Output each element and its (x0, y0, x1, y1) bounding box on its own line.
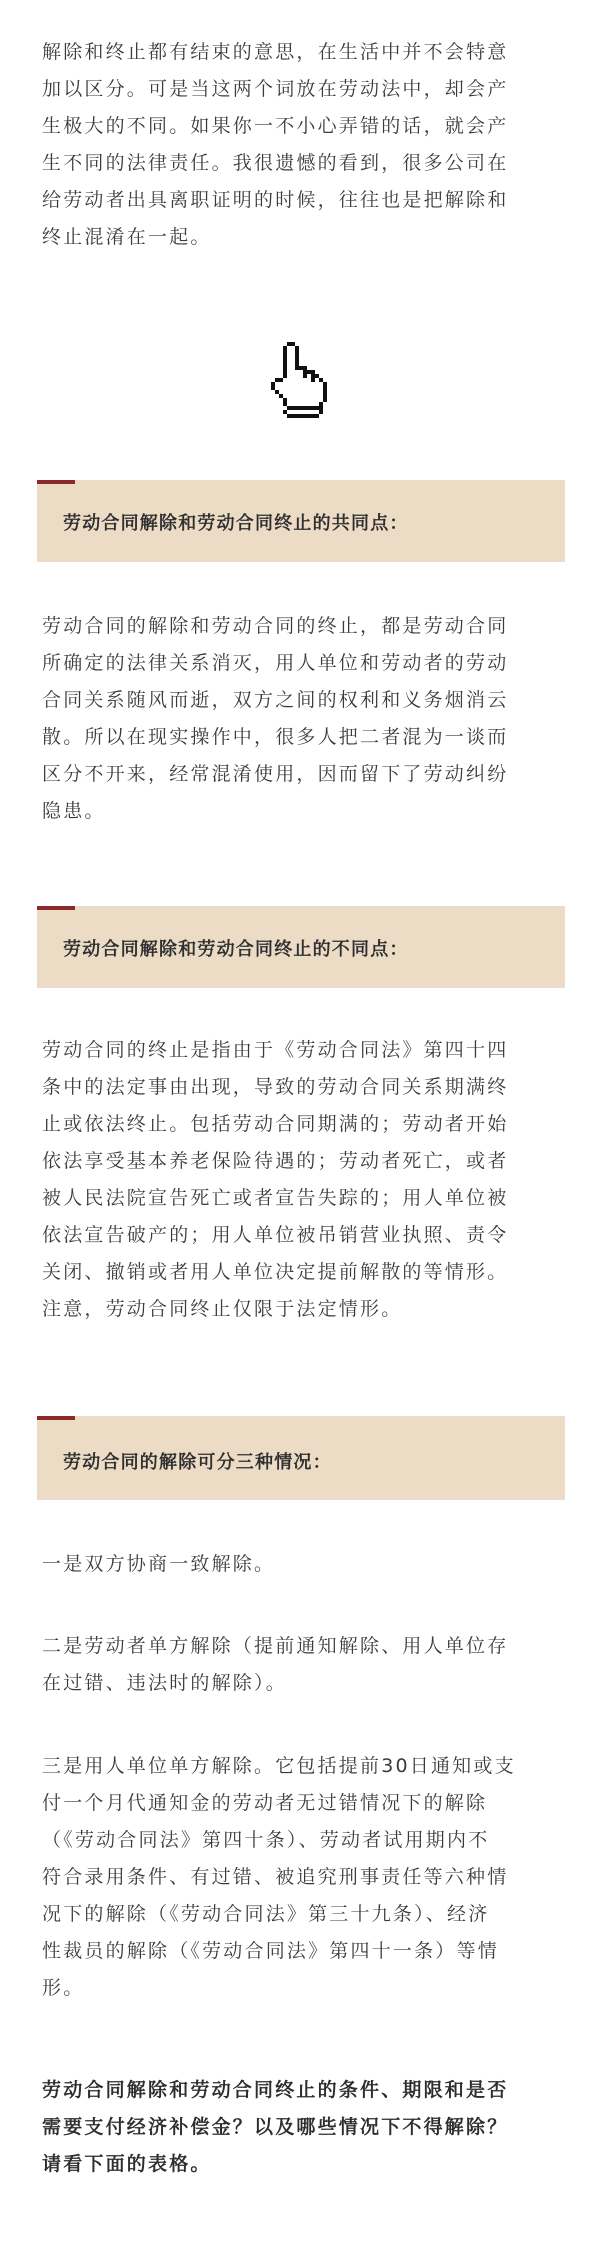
text-line: 劳动合同的终止是指由于《劳动合同法》第四十四 (42, 1039, 509, 1061)
case-three (42, 1748, 562, 2007)
text-line: 止或依法终止。包括劳动合同期满的；劳动者开始 (42, 1113, 509, 1135)
accent-bar (37, 1416, 75, 1420)
case-two (42, 1628, 562, 1702)
section1-paragraph (42, 608, 562, 830)
text-line: 加以区分。可是当这两个词放在劳动法中，却会产 (42, 78, 509, 100)
text-line: 在过错、违法时的解除）。 (42, 1672, 287, 1694)
case-one (42, 1546, 562, 1583)
text-line: 关闭、撤销或者用人单位决定提前解散的等情形。 (42, 1261, 509, 1283)
text-line: 隐患。 (42, 800, 106, 822)
accent-bar (37, 480, 75, 484)
text-line: 合同关系随风而逝，双方之间的权利和义务烟消云 (42, 689, 509, 711)
text-line: 终止混淆在一起。 (42, 226, 212, 248)
text-line: 注意，劳动合同终止仅限于法定情形。 (42, 1298, 403, 1320)
text-line: 付一个月代通知金的劳动者无过错情况下的解除 (42, 1792, 488, 1814)
text-line: 生不同的法律责任。我很遗憾的看到，很多公司在 (42, 152, 509, 174)
text-line: 一是双方协商一致解除。 (42, 1553, 276, 1575)
text-line: 请看下面的表格。 (42, 2153, 212, 2175)
text-line: 解除和终止都有结束的意思，在生活中并不会特意 (42, 41, 509, 63)
accent-bar (37, 906, 75, 910)
text-line: 劳动合同解除和劳动合同终止的条件、期限和是否 (42, 2079, 509, 2101)
text-line: 劳动合同的解除和劳动合同的终止，都是劳动合同 (42, 615, 509, 637)
text-line: 况下的解除（《劳动合同法》第三十九条）、经济 (42, 1903, 490, 1925)
section-banner-three-cases (37, 1416, 565, 1500)
text-line: 形。 (42, 1977, 85, 1999)
text-line: 被人民法院宣告死亡或者宣告失踪的；用人单位被 (42, 1187, 509, 1209)
text-line: （《劳动合同法》第四十条）、劳动者试用期内不 (42, 1829, 490, 1851)
text-line: 三是用人单位单方解除。它包括提前30日通知或支 (42, 1755, 516, 1777)
text-line: 条中的法定事由出现，导致的劳动合同关系期满终 (42, 1076, 509, 1098)
section-title: 劳动合同的解除可分三种情况： (63, 1452, 332, 1473)
text-line: 区分不开来，经常混淆使用，因而留下了劳动纠纷 (42, 763, 509, 785)
text-line: 二是劳动者单方解除（提前通知解除、用人单位存 (42, 1635, 509, 1657)
pointing-hand-icon (271, 342, 327, 418)
text-line: 需要支付经济补偿金？以及哪些情况下不得解除？ (42, 2116, 509, 2138)
section-title: 劳动合同解除和劳动合同终止的不同点： (63, 939, 409, 960)
closing-paragraph (42, 2072, 562, 2183)
intro-paragraph (42, 34, 562, 256)
text-line: 给劳动者出具离职证明的时候，往往也是把解除和 (42, 189, 509, 211)
text-line: 生极大的不同。如果你一不小心弄错的话，就会产 (42, 115, 509, 137)
section-banner-differences (37, 906, 565, 988)
text-line: 符合录用条件、有过错、被追究刑事责任等六种情 (42, 1866, 509, 1888)
section-banner-common-points (37, 480, 565, 562)
text-line: 性裁员的解除（《劳动合同法》第四十一条）等情 (42, 1940, 499, 1962)
section-title: 劳动合同解除和劳动合同终止的共同点： (63, 513, 409, 534)
section2-paragraph (42, 1032, 562, 1328)
text-line: 所确定的法律关系消灭，用人单位和劳动者的劳动 (42, 652, 509, 674)
text-line: 散。所以在现实操作中，很多人把二者混为一谈而 (42, 726, 509, 748)
text-line: 依法享受基本养老保险待遇的；劳动者死亡，或者 (42, 1150, 509, 1172)
text-line: 依法宣告破产的；用人单位被吊销营业执照、责令 (42, 1224, 509, 1246)
